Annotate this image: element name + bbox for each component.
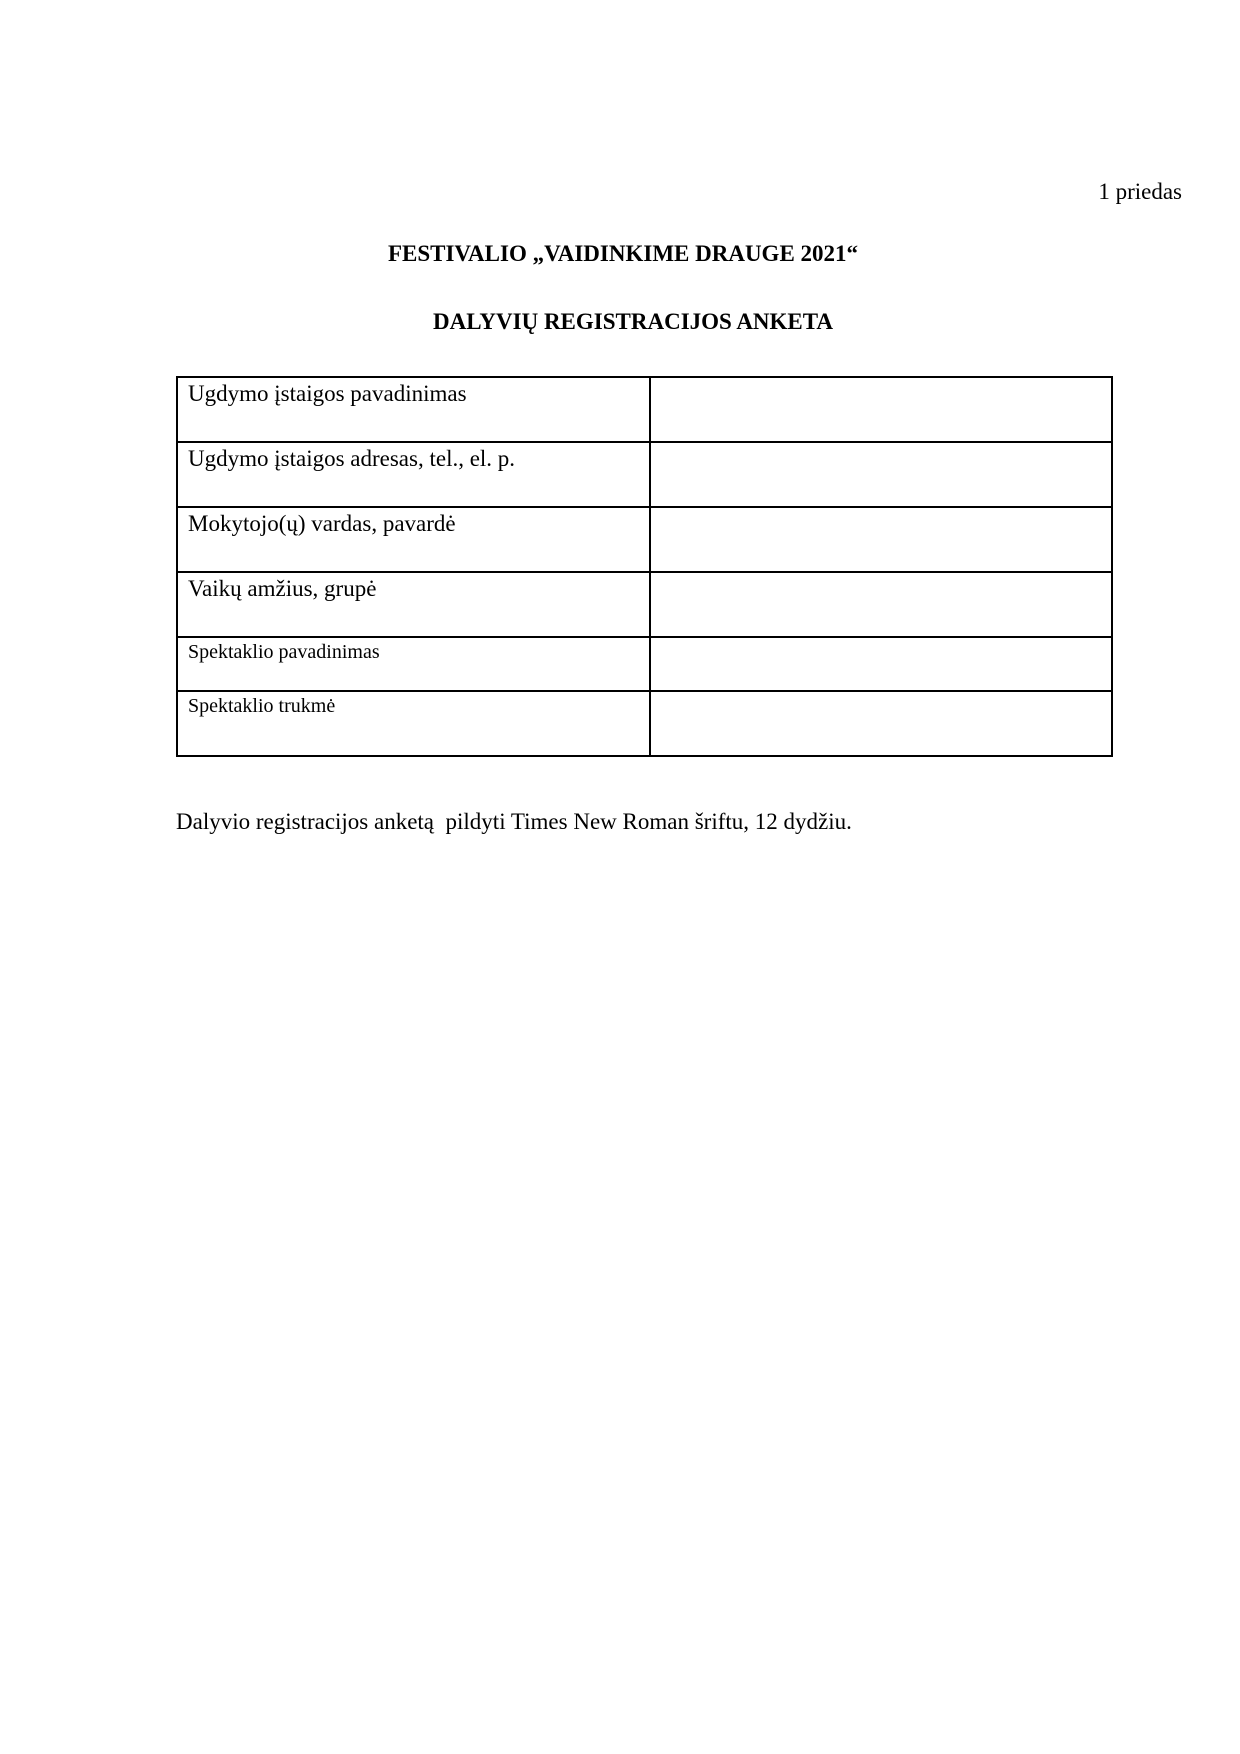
registration-form-table bbox=[176, 376, 1113, 757]
form-label: Spektaklio pavadinimas bbox=[177, 637, 650, 691]
form-label: Mokytojo(ų) vardas, pavardė bbox=[177, 507, 650, 572]
annex-label: 1 priedas bbox=[1098, 179, 1182, 204]
form-label: Vaikų amžius, grupė bbox=[177, 572, 650, 637]
form-label: Ugdymo įstaigos adresas, tel., el. p. bbox=[177, 442, 650, 507]
performance-duration-field[interactable] bbox=[650, 691, 1112, 756]
form-instructions-note: Dalyvio registracijos anketą pildyti Times New Roman šriftu, 12 dydžiu. bbox=[176, 809, 852, 834]
form-row-institution-contacts bbox=[177, 442, 1112, 507]
children-age-group-field[interactable] bbox=[650, 572, 1112, 637]
form-row-institution-name bbox=[177, 377, 1112, 442]
form-row-performance-title bbox=[177, 637, 1112, 691]
performance-title-field[interactable] bbox=[650, 637, 1112, 691]
form-row-teacher-name bbox=[177, 507, 1112, 572]
form-title: DALYVIŲ REGISTRACIJOS ANKETA bbox=[432, 309, 834, 334]
form-row-children-age-group bbox=[177, 572, 1112, 637]
festival-title: FESTIVALIO „VAIDINKIME DRAUGE 2021“ bbox=[387, 241, 859, 266]
form-label: Spektaklio trukmė bbox=[177, 691, 650, 756]
institution-name-field[interactable] bbox=[650, 377, 1112, 442]
institution-contacts-field[interactable] bbox=[650, 442, 1112, 507]
form-label: Ugdymo įstaigos pavadinimas bbox=[177, 377, 650, 442]
form-row-performance-duration bbox=[177, 691, 1112, 756]
teacher-name-field[interactable] bbox=[650, 507, 1112, 572]
